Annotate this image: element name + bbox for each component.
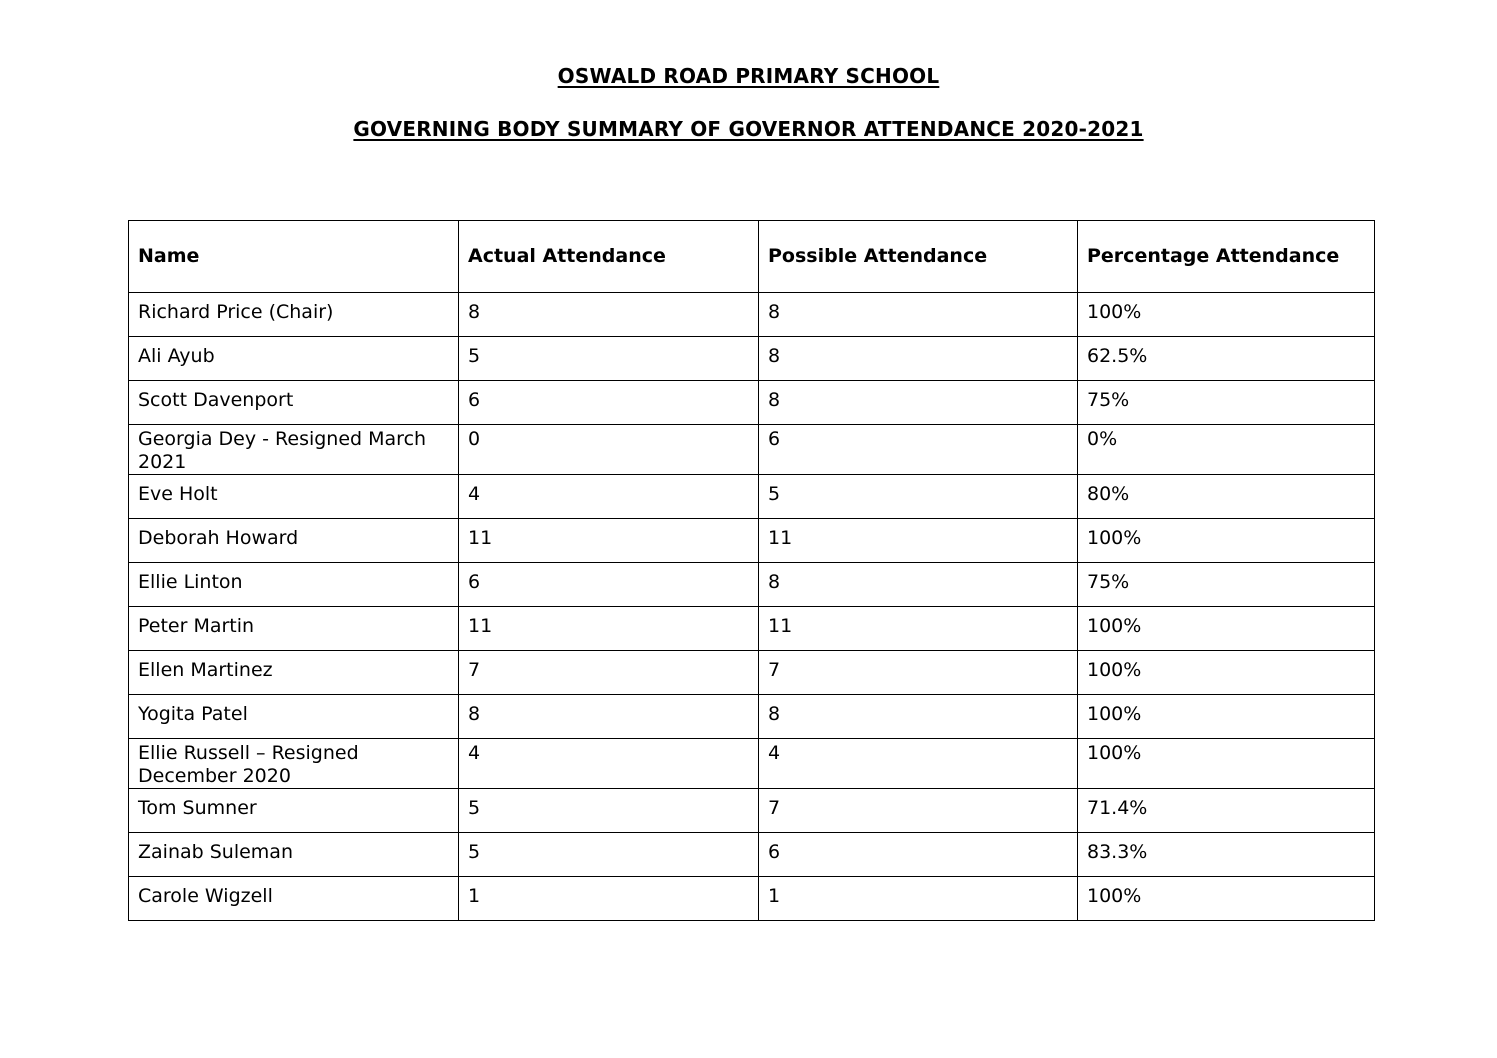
cell-actual: 5 (459, 789, 759, 833)
cell-name: Georgia Dey - Resigned March 2021 (129, 425, 459, 475)
cell-actual: 7 (459, 651, 759, 695)
cell-name: Deborah Howard (129, 519, 459, 563)
cell-possible: 1 (759, 877, 1078, 921)
cell-actual: 8 (459, 695, 759, 739)
cell-name: Ellie Linton (129, 563, 459, 607)
cell-actual: 5 (459, 337, 759, 381)
cell-name: Scott Davenport (129, 381, 459, 425)
cell-name: Richard Price (Chair) (129, 293, 459, 337)
cell-percentage: 100% (1078, 607, 1375, 651)
cell-name: Tom Sumner (129, 789, 459, 833)
cell-possible: 8 (759, 563, 1078, 607)
cell-actual: 6 (459, 563, 759, 607)
cell-percentage: 62.5% (1078, 337, 1375, 381)
cell-name: Ellie Russell – Resigned December 2020 (129, 739, 459, 789)
table-row (129, 877, 1375, 921)
cell-percentage: 100% (1078, 519, 1375, 563)
cell-actual: 4 (459, 739, 759, 789)
cell-actual: 5 (459, 833, 759, 877)
cell-possible: 8 (759, 293, 1078, 337)
report-title: GOVERNING BODY SUMMARY OF GOVERNOR ATTENDANCE 2020-2021 (353, 117, 1144, 141)
cell-percentage: 75% (1078, 563, 1375, 607)
cell-name: Ellen Martinez (129, 651, 459, 695)
cell-possible: 8 (759, 695, 1078, 739)
table-row (129, 739, 1375, 789)
school-title: OSWALD ROAD PRIMARY SCHOOL (557, 64, 940, 88)
table-row (129, 293, 1375, 337)
column-header-possible: Possible Attendance (759, 221, 1078, 293)
table-row (129, 425, 1375, 475)
table-row (129, 607, 1375, 651)
table-row (129, 519, 1375, 563)
cell-percentage: 83.3% (1078, 833, 1375, 877)
cell-name: Carole Wigzell (129, 877, 459, 921)
cell-possible: 8 (759, 381, 1078, 425)
column-header-percentage: Percentage Attendance (1078, 221, 1375, 293)
cell-percentage: 75% (1078, 381, 1375, 425)
cell-name: Peter Martin (129, 607, 459, 651)
cell-possible: 11 (759, 519, 1078, 563)
cell-percentage: 0% (1078, 425, 1375, 475)
cell-actual: 6 (459, 381, 759, 425)
cell-possible: 5 (759, 475, 1078, 519)
cell-percentage: 100% (1078, 877, 1375, 921)
table-row (129, 789, 1375, 833)
cell-actual: 8 (459, 293, 759, 337)
cell-percentage: 80% (1078, 475, 1375, 519)
cell-possible: 11 (759, 607, 1078, 651)
attendance-table (128, 220, 1375, 921)
cell-name: Yogita Patel (129, 695, 459, 739)
table-row (129, 695, 1375, 739)
cell-name: Ali Ayub (129, 337, 459, 381)
cell-percentage: 100% (1078, 739, 1375, 789)
cell-possible: 4 (759, 739, 1078, 789)
table-row (129, 563, 1375, 607)
cell-percentage: 100% (1078, 651, 1375, 695)
column-header-actual: Actual Attendance (459, 221, 759, 293)
table-row (129, 651, 1375, 695)
column-header-name: Name (129, 221, 459, 293)
cell-percentage: 100% (1078, 293, 1375, 337)
cell-percentage: 100% (1078, 695, 1375, 739)
table-row (129, 833, 1375, 877)
cell-possible: 8 (759, 337, 1078, 381)
cell-actual: 11 (459, 519, 759, 563)
cell-possible: 6 (759, 425, 1078, 475)
cell-percentage: 71.4% (1078, 789, 1375, 833)
table-header-row (129, 221, 1375, 293)
cell-possible: 6 (759, 833, 1078, 877)
cell-actual: 1 (459, 877, 759, 921)
cell-actual: 11 (459, 607, 759, 651)
cell-name: Eve Holt (129, 475, 459, 519)
cell-possible: 7 (759, 789, 1078, 833)
table-row (129, 337, 1375, 381)
cell-name: Zainab Suleman (129, 833, 459, 877)
table-row (129, 475, 1375, 519)
cell-actual: 4 (459, 475, 759, 519)
cell-possible: 7 (759, 651, 1078, 695)
table-row (129, 381, 1375, 425)
cell-actual: 0 (459, 425, 759, 475)
